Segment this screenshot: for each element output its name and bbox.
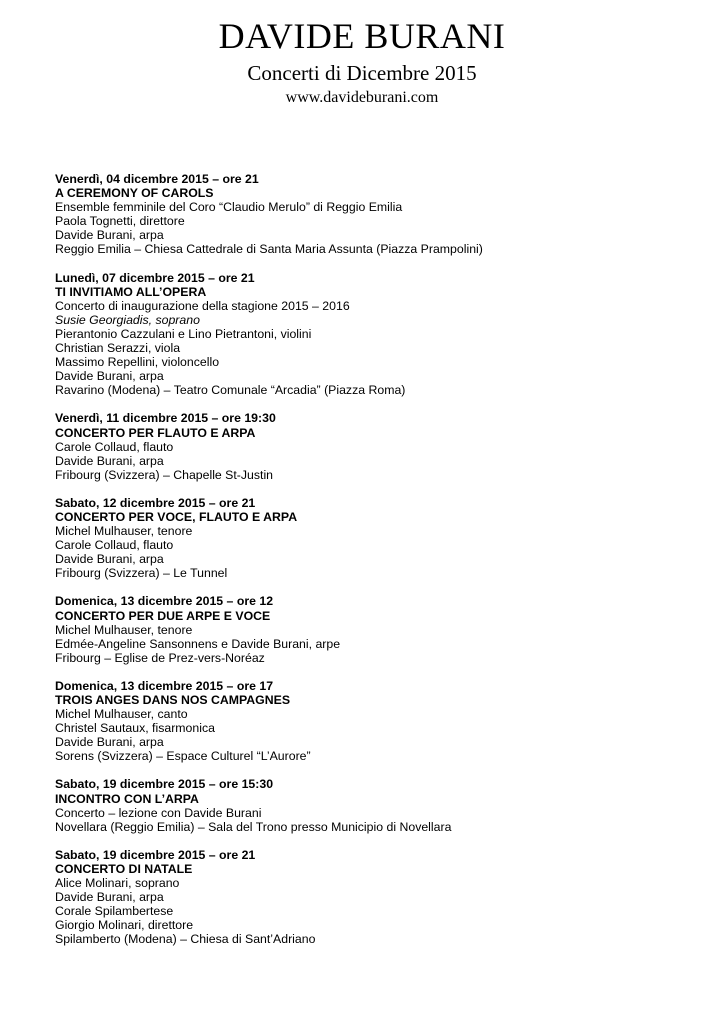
concert-detail: Carole Collaud, flauto [55,439,174,454]
concert-detail: Massimo Repellini, violoncello [55,355,220,370]
concert-list [55,172,695,961]
concert-date: Domenica, 13 dicembre 2015 – ore 12 [55,594,274,609]
concert-title: CONCERTO PER DUE ARPE E VOCE [55,608,271,623]
concert-detail: Giorgio Molinari, direttore [55,918,194,933]
concert-detail: Corale Spilambertese [55,904,174,919]
concert-date: Lunedì, 07 dicembre 2015 – ore 21 [55,270,255,285]
concert-detail: Davide Burani, arpa [55,453,164,468]
concert-detail: Concerto di inaugurazione della stagione 2015 – 2016 [55,298,350,313]
concert-detail: Davide Burani, arpa [55,890,164,905]
website-url: www.davideburani.com [285,89,439,106]
concert-detail: Ensemble femminile del Coro “Claudio Merulo” di Reggio Emilia [55,200,403,215]
concert-detail: Davide Burani, arpa [55,228,164,243]
concert-detail: Edmée-Angeline Sansonnens e Davide Burani, arpe [55,636,341,651]
concert-detail: Reggio Emilia – Chiesa Cattedrale di Santa Maria Assunta (Piazza Prampolini) [55,242,483,257]
concert-detail: Spilamberto (Modena) – Chiesa di Sant’Adriano [55,932,316,947]
concert-entry [55,679,695,764]
concert-title: CONCERTO PER VOCE, FLAUTO E ARPA [55,509,298,524]
concert-detail: Paola Tognetti, direttore [55,214,185,229]
concert-detail: Sorens (Svizzera) – Espace Culturel “L’Aurore” [55,749,311,764]
concert-date: Sabato, 19 dicembre 2015 – ore 21 [55,847,256,862]
concert-date: Venerdì, 11 dicembre 2015 – ore 19:30 [55,411,276,426]
concert-detail: Christel Sautaux, fisarmonica [55,721,215,736]
concert-detail: Michel Mulhauser, canto [55,707,188,722]
concert-detail: Fribourg – Eglise de Prez-vers-Noréaz [55,650,265,665]
concert-entry [55,777,695,833]
concert-detail: Davide Burani, arpa [55,369,164,384]
concert-entry [55,496,695,581]
concert-entry [55,271,695,398]
concert-title: TI INVITIAMO ALL’OPERA [55,284,207,299]
concert-detail: Christian Serazzi, viola [55,341,181,356]
page-subtitle: Concerti di Dicembre 2015 [247,61,477,85]
concert-detail: Carole Collaud, flauto [55,538,174,553]
concert-detail: Michel Mulhauser, tenore [55,524,193,539]
concert-entry [55,411,695,481]
concert-title: A CEREMONY OF CAROLS [55,186,214,201]
concert-date: Domenica, 13 dicembre 2015 – ore 17 [55,678,274,693]
concert-detail: Ravarino (Modena) – Teatro Comunale “Arcadia” (Piazza Roma) [55,383,406,398]
concert-detail: Concerto – lezione con Davide Burani [55,805,262,820]
concert-entry [55,172,695,257]
concert-detail: Susie Georgiadis, soprano [55,312,200,327]
concert-detail: Davide Burani, arpa [55,552,164,567]
concert-title: INCONTRO CON L’ARPA [55,791,199,806]
concert-date: Sabato, 12 dicembre 2015 – ore 21 [55,495,256,510]
concert-date: Venerdì, 04 dicembre 2015 – ore 21 [55,172,259,186]
concert-title: TROIS ANGES DANS NOS CAMPAGNES [55,693,291,707]
page-title: DAVIDE BURANI [218,16,506,56]
concert-title: CONCERTO PER FLAUTO E ARPA [55,425,256,440]
concert-date: Sabato, 19 dicembre 2015 – ore 15:30 [55,777,274,792]
concert-entry [55,848,695,947]
concert-detail: Alice Molinari, soprano [55,876,180,891]
concert-detail: Michel Mulhauser, tenore [55,622,193,637]
concert-detail: Novellara (Reggio Emilia) – Sala del Trono presso Municipio di Novellara [55,819,452,834]
concert-entry [55,594,695,664]
concert-detail: Pierantonio Cazzulani e Lino Pietrantoni, violini [55,326,312,341]
concert-title: CONCERTO DI NATALE [55,861,193,876]
concert-detail: Fribourg (Svizzera) – Chapelle St-Justin [55,467,274,482]
concert-detail: Fribourg (Svizzera) – Le Tunnel [55,566,228,581]
concert-detail: Davide Burani, arpa [55,735,164,750]
